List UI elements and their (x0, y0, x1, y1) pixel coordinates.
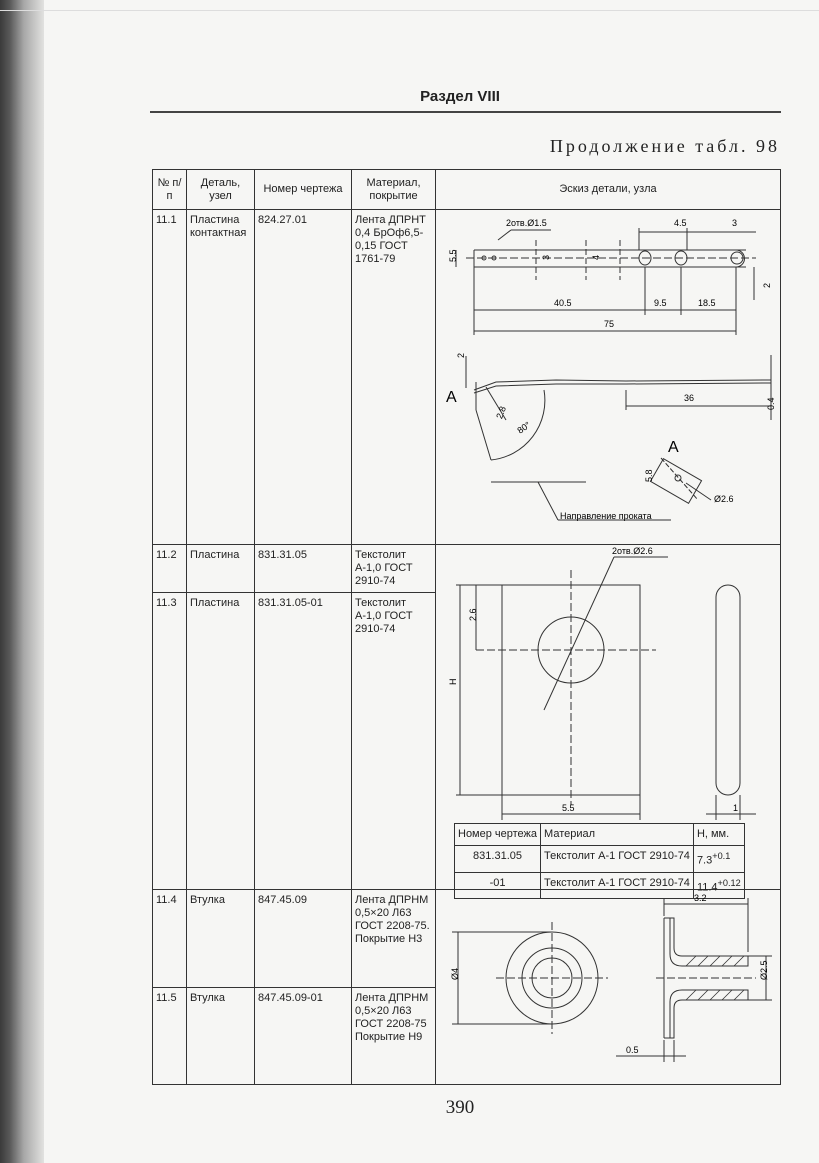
spec-header: Материал (541, 824, 694, 846)
dim-label: 4.5 (674, 218, 687, 228)
dim-label: 40.5 (554, 298, 572, 308)
spec-header-row (455, 824, 745, 846)
dim-label: 3.2 (694, 893, 707, 903)
dim-label: 2.6 (468, 608, 478, 621)
dim-label: 9.5 (654, 298, 667, 308)
row-num: 11.5 (153, 988, 187, 1085)
row-num: 11.1 (153, 210, 187, 545)
dim-label: 3 (732, 218, 738, 228)
table-continuation: Продолжение табл. 98 (549, 136, 780, 156)
section-title: Раздел VIII (420, 88, 500, 105)
row-part: Втулка (187, 890, 255, 988)
dim-label: 5.8 (644, 469, 654, 482)
spec-header: Номер чертежа (455, 824, 541, 846)
col-header-sketch: Эскиз детали, узла (436, 170, 781, 210)
spec-h-tol: +0.1 (712, 851, 731, 861)
page-number: 390 (445, 1097, 475, 1118)
row-drawing: 831.31.05-01 (255, 593, 352, 890)
table-row (153, 545, 781, 593)
view-a-marker: A (446, 389, 457, 406)
sketch-plate (436, 545, 781, 894)
dim-label: 2 (762, 282, 772, 288)
scan-edge-line (0, 10, 819, 11)
rolling-direction-label: Направление проката (560, 511, 652, 521)
row-drawing: 847.45.09-01 (255, 988, 352, 1085)
dim-label: 80° (515, 419, 533, 436)
dim-label: 5.5 (448, 249, 458, 262)
bushing-drawing (436, 890, 780, 1080)
dim-label: 0.4 (766, 397, 776, 410)
row-drawing: 831.31.05 (255, 545, 352, 593)
dim-label: 18.5 (698, 298, 716, 308)
row-material: Лента ДПРНМ 0,5×20 Л63 ГОСТ 2208-75 Покрытие Н9 (352, 988, 436, 1085)
sketch-bushing (436, 890, 781, 1085)
dim-label: 5.5 (562, 803, 575, 813)
spec-drawing: -01 (455, 872, 541, 899)
dim-label: 4 (591, 254, 601, 260)
parts-table (152, 169, 781, 1085)
holes-label: 2отв.Ø2.6 (612, 546, 653, 556)
col-header-part: Деталь, узел (187, 170, 255, 210)
dim-label: Ø2.6 (714, 494, 734, 504)
row-part: Пластина (187, 545, 255, 593)
dim-label: 36 (684, 393, 695, 403)
col-header-drawing: Номер чертежа (255, 170, 352, 210)
dim-label: 75 (604, 319, 615, 329)
holes-label: 2отв.Ø1.5 (506, 218, 547, 228)
row-part: Пластина контактная (187, 210, 255, 545)
spec-h-value: 7.3 (696, 854, 713, 867)
row-material: Лента ДПРНМ 0,5×20 Л63 ГОСТ 2208-75. Покрытие Н3 (352, 890, 436, 988)
view-a-title: A (668, 439, 679, 456)
row-drawing: 847.45.09 (255, 890, 352, 988)
row-drawing: 824.27.01 (255, 210, 352, 545)
header-rule (150, 111, 781, 113)
row-material: Текстолит А-1,0 ГОСТ 2910-74 (352, 545, 436, 593)
table-row (153, 210, 781, 545)
spec-material: Текстолит А-1 ГОСТ 2910-74 (541, 846, 694, 873)
spec-material: Текстолит А-1 ГОСТ 2910-74 (541, 872, 694, 899)
row-material: Текстолит А-1,0 ГОСТ 2910-74 (352, 593, 436, 890)
spec-drawing: 831.31.05 (455, 846, 541, 873)
dim-label: Ø2.5 (759, 960, 769, 980)
row-num: 11.2 (153, 545, 187, 593)
table-header-row (153, 170, 781, 210)
row-material: Лента ДПРНТ 0,4 БрОф6,5-0,15 ГОСТ 1761-79 (352, 210, 436, 545)
col-header-material: Материал, покрытие (352, 170, 436, 210)
dim-label: 2 (456, 352, 466, 358)
spec-header: H, мм. (693, 824, 744, 846)
dim-label: 1 (733, 803, 739, 813)
row-part: Втулка (187, 988, 255, 1085)
spec-table-wrap (454, 823, 745, 899)
dim-label: 0.5 (626, 1045, 639, 1055)
spec-h-tol: +0.12 (717, 877, 741, 888)
dim-label: H (448, 678, 458, 685)
spec-h-value: 11.4 (696, 881, 718, 894)
col-header-num: № п/п (153, 170, 187, 210)
dim-label: Ø4 (450, 967, 460, 980)
sketch-contact-plate (436, 210, 781, 545)
spec-table (454, 823, 745, 899)
scan-margin (0, 0, 44, 1163)
table-row (153, 890, 781, 988)
row-num: 11.3 (153, 593, 187, 890)
spec-row (455, 846, 745, 873)
dim-label: 2.8 (494, 404, 508, 421)
row-num: 11.4 (153, 890, 187, 988)
row-part: Пластина (187, 593, 255, 890)
contact-plate-drawing (436, 210, 780, 540)
spec-h (693, 846, 744, 873)
dim-label: 3 (541, 254, 551, 260)
